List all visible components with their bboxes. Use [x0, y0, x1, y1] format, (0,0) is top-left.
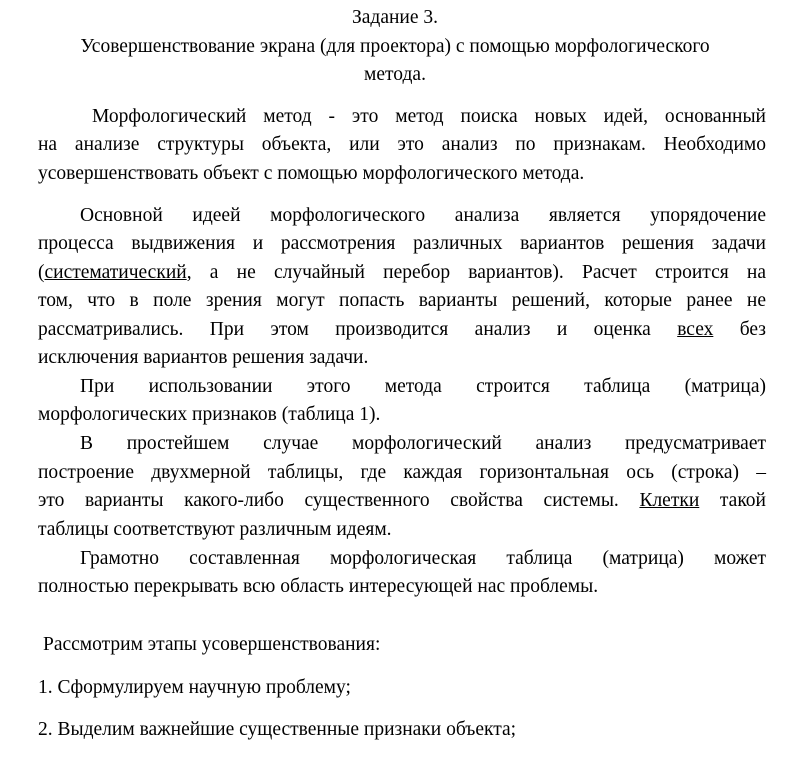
- step-item-2: 2. Выделим важнейшие существенные признаки объекта;: [38, 719, 517, 740]
- para1-line-1: Морфологический метод - это метод поиска новых идей, основанный: [92, 106, 766, 127]
- para5-line-2: полностью перекрывать всю область интересующей нас проблемы.: [38, 576, 599, 597]
- para4-line-2: построение двухмерной таблицы, где каждая горизонтальная ось (строка) –: [38, 462, 766, 483]
- para5-line-1: Грамотно составленная морфологическая таблица (матрица) может: [80, 548, 766, 569]
- task-heading-line-1: Усовершенствование экрана (для проектора) с помощью морфологического: [80, 36, 710, 57]
- underlined-all: всех: [677, 319, 714, 340]
- steps-intro: Рассмотрим этапы усовершенствования:: [43, 634, 381, 655]
- para4-line-3: это варианты какого-либо существенного свойства системы. Клетки такой: [38, 490, 766, 511]
- para2-line-5: рассматривались. При этом производится анализ и оценка всех без: [38, 319, 767, 340]
- para2-line-6: исключения вариантов решения задачи.: [38, 347, 369, 368]
- step-item-1: 1. Сформулируем научную проблему;: [38, 677, 351, 698]
- para2-line-4: том, что в поле зрения могут попасть варианты решений, которые ранее не: [38, 290, 766, 311]
- para2-line-2: процесса выдвижения и рассмотрения различных вариантов решения задачи: [38, 233, 766, 254]
- underlined-systematic: систематический: [44, 262, 187, 283]
- underlined-cells: Клетки: [639, 490, 700, 511]
- para4-line-1: В простейшем случае морфологический анализ предусматривает: [80, 433, 766, 454]
- para4-line-4: таблицы соответствуют различным идеям.: [38, 519, 392, 540]
- para3-line-2: морфологических признаков (таблица 1).: [38, 404, 381, 425]
- task-heading-line-2: метода.: [364, 64, 426, 85]
- task-number: Задание 3.: [351, 7, 439, 28]
- para2-line-1: Основной идеей морфологического анализа является упорядочение: [80, 205, 766, 226]
- para3-line-1: При использовании этого метода строится таблица (матрица): [80, 376, 766, 397]
- para1-line-2: на анализе структуры объекта, или это анализ по признакам. Необходимо: [38, 134, 766, 155]
- para1-line-3: усовершенствовать объект с помощью морфологического метода.: [38, 163, 585, 184]
- para2-line-3: (систематический, а не случайный перебор вариантов). Расчет строится на: [38, 262, 766, 283]
